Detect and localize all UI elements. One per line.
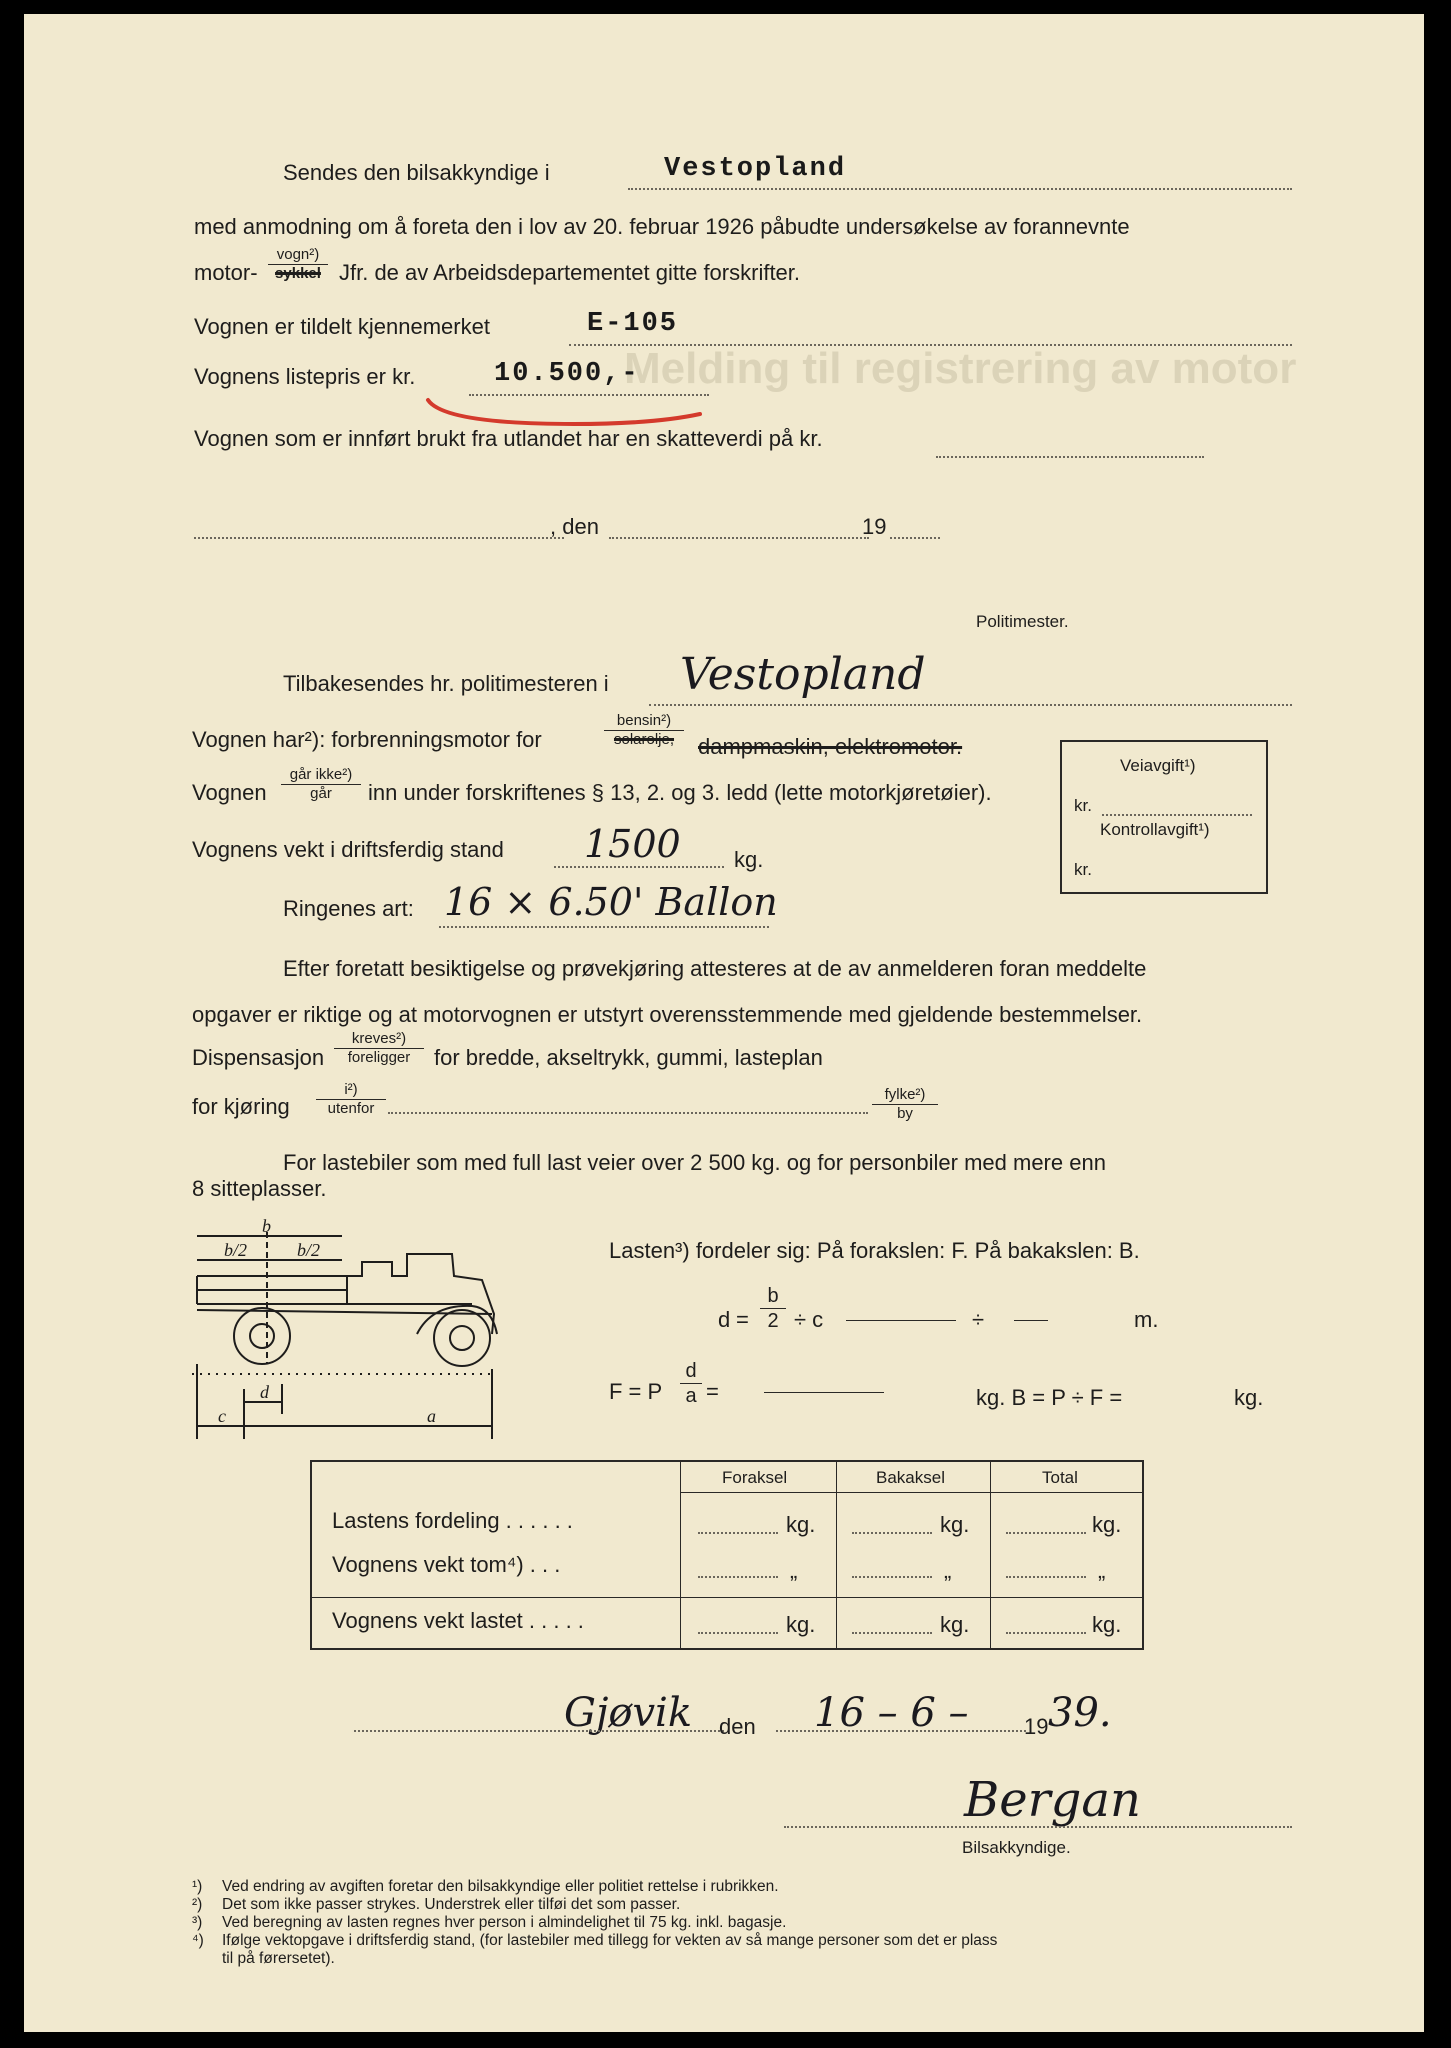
- disp-fraction: kreves²) foreligger: [334, 1030, 424, 1067]
- table-col-divider-1: [680, 1462, 681, 1648]
- footnote-number: ¹): [192, 1878, 203, 1895]
- diagram-label-b2-left: b/2: [224, 1240, 248, 1260]
- kjoring-line: [388, 1112, 868, 1114]
- kg-b-text: kg. B = P ÷ F =: [976, 1385, 1123, 1410]
- fee-box: [1060, 740, 1268, 894]
- footnote-text: Det som ikke passer strykes. Understrek eller tilføi det som passer.: [222, 1896, 681, 1913]
- motor-suffix: Jfr. de av Arbeidsdepartementet gitte forskrifter.: [339, 260, 801, 285]
- table-cell-line: [852, 1576, 932, 1578]
- table-cell-unit: „: [790, 1558, 798, 1583]
- sendes-line: [628, 188, 1292, 190]
- footnote-number: ⁴): [192, 1932, 204, 1949]
- signature-place: Gjøvik: [564, 1690, 693, 1736]
- motor-fraction: vogn²) sykkel: [268, 246, 328, 283]
- gar-fraction: går ikke²) går: [281, 766, 361, 803]
- listepris-label: Vognens listepris er kr.: [194, 364, 416, 389]
- table-header-line: [680, 1492, 1142, 1493]
- date-line: [609, 537, 869, 539]
- d-over-a: $\frac{d}{a}$: [680, 1359, 702, 1408]
- table-cell-line: [1006, 1632, 1086, 1634]
- den-label: , den: [550, 514, 599, 539]
- signature-place-line: [354, 1730, 724, 1732]
- skatteverdi-label: Vognen som er innført brukt fra utlandet har en skatteverdi på kr.: [194, 426, 823, 451]
- footnote-text: til på førersetet).: [222, 1950, 335, 1967]
- vekt-value: 1500: [584, 822, 681, 866]
- laste-line2: 8 sitteplasser.: [192, 1176, 327, 1201]
- attest-line1: Efter foretatt besiktigelse og prøvekjøring attesteres at de av anmelderen foran meddelte: [283, 956, 1147, 981]
- damp-text: dampmaskin, elektromotor.: [698, 734, 963, 759]
- vognen-har-label: Vognen har²): forbrenningsmotor for: [192, 727, 542, 752]
- table-row-label: Lastens fordeling . . . . . .: [332, 1508, 573, 1533]
- skatteverdi-line: [936, 456, 1204, 458]
- table-row-label: Vognens vekt tom⁴) . . .: [332, 1552, 561, 1577]
- kjoring-label: for kjøring: [192, 1094, 290, 1119]
- diagram-label-b2-right: b/2: [297, 1240, 321, 1260]
- table-cell-line: [698, 1576, 778, 1578]
- ringer-line: [439, 926, 769, 928]
- vekt-unit: kg.: [734, 847, 764, 872]
- table-header-bakaksel: Bakaksel: [876, 1468, 945, 1487]
- attest-line2: opgaver er riktige og at motorvognen er utstyrt overensstemmende med gjeldende bestemmelser.: [192, 1002, 1143, 1027]
- diagram-label-c: c: [218, 1406, 226, 1426]
- motor-prefix: motor-: [194, 260, 258, 285]
- f-eq: F = P: [609, 1379, 663, 1404]
- weight-table: [310, 1460, 1144, 1650]
- anmodning-line: med anmodning om å foreta den i lov av 20. februar 1926 påbudte undersøkelse av forannevnte: [194, 214, 1130, 239]
- diagram-label-d: d: [260, 1382, 269, 1402]
- footnote-number: ²): [192, 1896, 203, 1913]
- sendes-value: Vestopland: [664, 154, 847, 184]
- ringer-value: 16 × 6.50' Ballon: [444, 880, 778, 924]
- politimester-label: Politimester.: [976, 612, 1069, 631]
- forskrift-text: inn under forskriftenes § 13, 2. og 3. ledd (lette motorkjøretøier).: [368, 780, 992, 805]
- veiavgift-label: Veiavgift¹): [1120, 756, 1196, 775]
- f-blank: [764, 1392, 884, 1393]
- d-equals: =: [736, 1307, 749, 1332]
- table-cell-line: [852, 1632, 932, 1634]
- year-line: [890, 537, 940, 539]
- lasten-text: Lasten³) fordeler sig: På forakslen: F. På bakakslen: B.: [609, 1238, 1140, 1263]
- vekt-label: Vognens vekt i driftsferdig stand: [192, 837, 504, 862]
- kg2-text: kg.: [1234, 1385, 1264, 1410]
- table-cell-line: [852, 1532, 932, 1534]
- signature-sign-line: [784, 1826, 1292, 1828]
- table-header-foraksel: Foraksel: [722, 1468, 788, 1487]
- table-cell-unit: „: [944, 1558, 952, 1583]
- m-unit: m.: [1134, 1307, 1159, 1332]
- diagram-label-b: b: [262, 1216, 271, 1236]
- fylke-fraction: fylke²) by: [872, 1086, 938, 1123]
- footnote-text: Ved beregning av lasten regnes hver person i almindelighet til 75 kg. inkl. bagasje.: [222, 1914, 787, 1931]
- signature-date: 16 – 6 –: [814, 1690, 969, 1736]
- d-div: ÷: [972, 1307, 985, 1332]
- table-cell-unit: kg.: [786, 1512, 816, 1537]
- kontroll-kr: kr.: [1074, 860, 1092, 879]
- b-over-2: $\frac{b}{2}$: [760, 1284, 786, 1333]
- bleed-through-title: Melding til registrering av motor: [624, 344, 1297, 393]
- d-eq: d: [718, 1307, 731, 1332]
- truck-diagram: [192, 1214, 602, 1444]
- footnote-number: ³): [192, 1914, 203, 1931]
- table-col-divider-2: [836, 1462, 837, 1648]
- kjennemerke-label: Vognen er tildelt kjennemerket: [194, 314, 490, 339]
- table-cell-unit: kg.: [1092, 1512, 1122, 1537]
- disp-text: for bredde, akseltrykk, gummi, lasteplan: [434, 1045, 823, 1070]
- kjennemerke-line: [569, 344, 1292, 346]
- table-cell-line: [1006, 1532, 1086, 1534]
- d-blank2: [1014, 1320, 1048, 1321]
- tilbakesendes-label: Tilbakesendes hr. politimesteren i: [283, 671, 609, 696]
- table-cell-unit: kg.: [1092, 1612, 1122, 1637]
- table-cell-line: [1006, 1576, 1086, 1578]
- tilbakesendes-value: Vestopland: [680, 649, 926, 700]
- table-cell-unit: „: [1098, 1558, 1106, 1583]
- signature-year-prefix: 19: [1024, 1714, 1049, 1739]
- table-cell-line: [698, 1532, 778, 1534]
- kjoring-fraction: i²) utenfor: [316, 1081, 386, 1118]
- tilbakesendes-line: [649, 704, 1292, 706]
- footnote-text: Ifølge vektopgave i driftsferdig stand, (for lastebiler med tillegg for vekten av så mange personer som det er plass: [222, 1932, 998, 1949]
- laste-line1: For lastebiler som med full last veier over 2 500 kg. og for personbiler med mere enn: [283, 1150, 1106, 1175]
- table-sum-line: [312, 1597, 1142, 1598]
- veiavgift-line: [1102, 814, 1252, 816]
- d-blank1: [846, 1320, 956, 1321]
- diagram-label-a: a: [427, 1406, 436, 1426]
- vekt-line: [554, 866, 724, 868]
- table-cell-line: [698, 1632, 778, 1634]
- vognen-label: Vognen: [192, 780, 267, 805]
- kontroll-label: Kontrollavgift¹): [1100, 820, 1210, 839]
- kjennemerke-value: E-105: [587, 309, 679, 339]
- signature-den: den: [719, 1714, 756, 1739]
- table-row-label: Vognens vekt lastet . . . . .: [332, 1608, 584, 1633]
- disp-label: Dispensasjon: [192, 1045, 325, 1070]
- place-line: [194, 537, 564, 539]
- table-col-divider-3: [990, 1462, 991, 1648]
- table-cell-unit: kg.: [940, 1612, 970, 1637]
- signature-date-line: [776, 1730, 1026, 1732]
- sendes-label: Sendes den bilsakkyndige i: [283, 160, 550, 185]
- table-cell-unit: kg.: [940, 1512, 970, 1537]
- document-page: [24, 14, 1424, 2032]
- ringer-label: Ringenes art:: [283, 896, 414, 921]
- table-cell-unit: kg.: [786, 1612, 816, 1637]
- year-prefix: 19: [862, 514, 887, 539]
- listepris-value: 10.500,-: [494, 359, 640, 389]
- f-equals: =: [706, 1379, 719, 1404]
- signature-sign: Bergan: [964, 1772, 1141, 1828]
- signature-year-suffix: 39.: [1048, 1690, 1112, 1736]
- veiavgift-kr: kr.: [1074, 796, 1092, 815]
- table-header-total: Total: [1042, 1468, 1078, 1487]
- footnote-text: Ved endring av avgiften foretar den bilsakkyndige eller politiet rettelse i rubrikken.: [222, 1878, 779, 1895]
- fuel-fraction: bensin²) solarolje,: [604, 712, 684, 749]
- signature-role: Bilsakkyndige.: [962, 1838, 1071, 1857]
- minus-c: ÷ c: [794, 1307, 824, 1332]
